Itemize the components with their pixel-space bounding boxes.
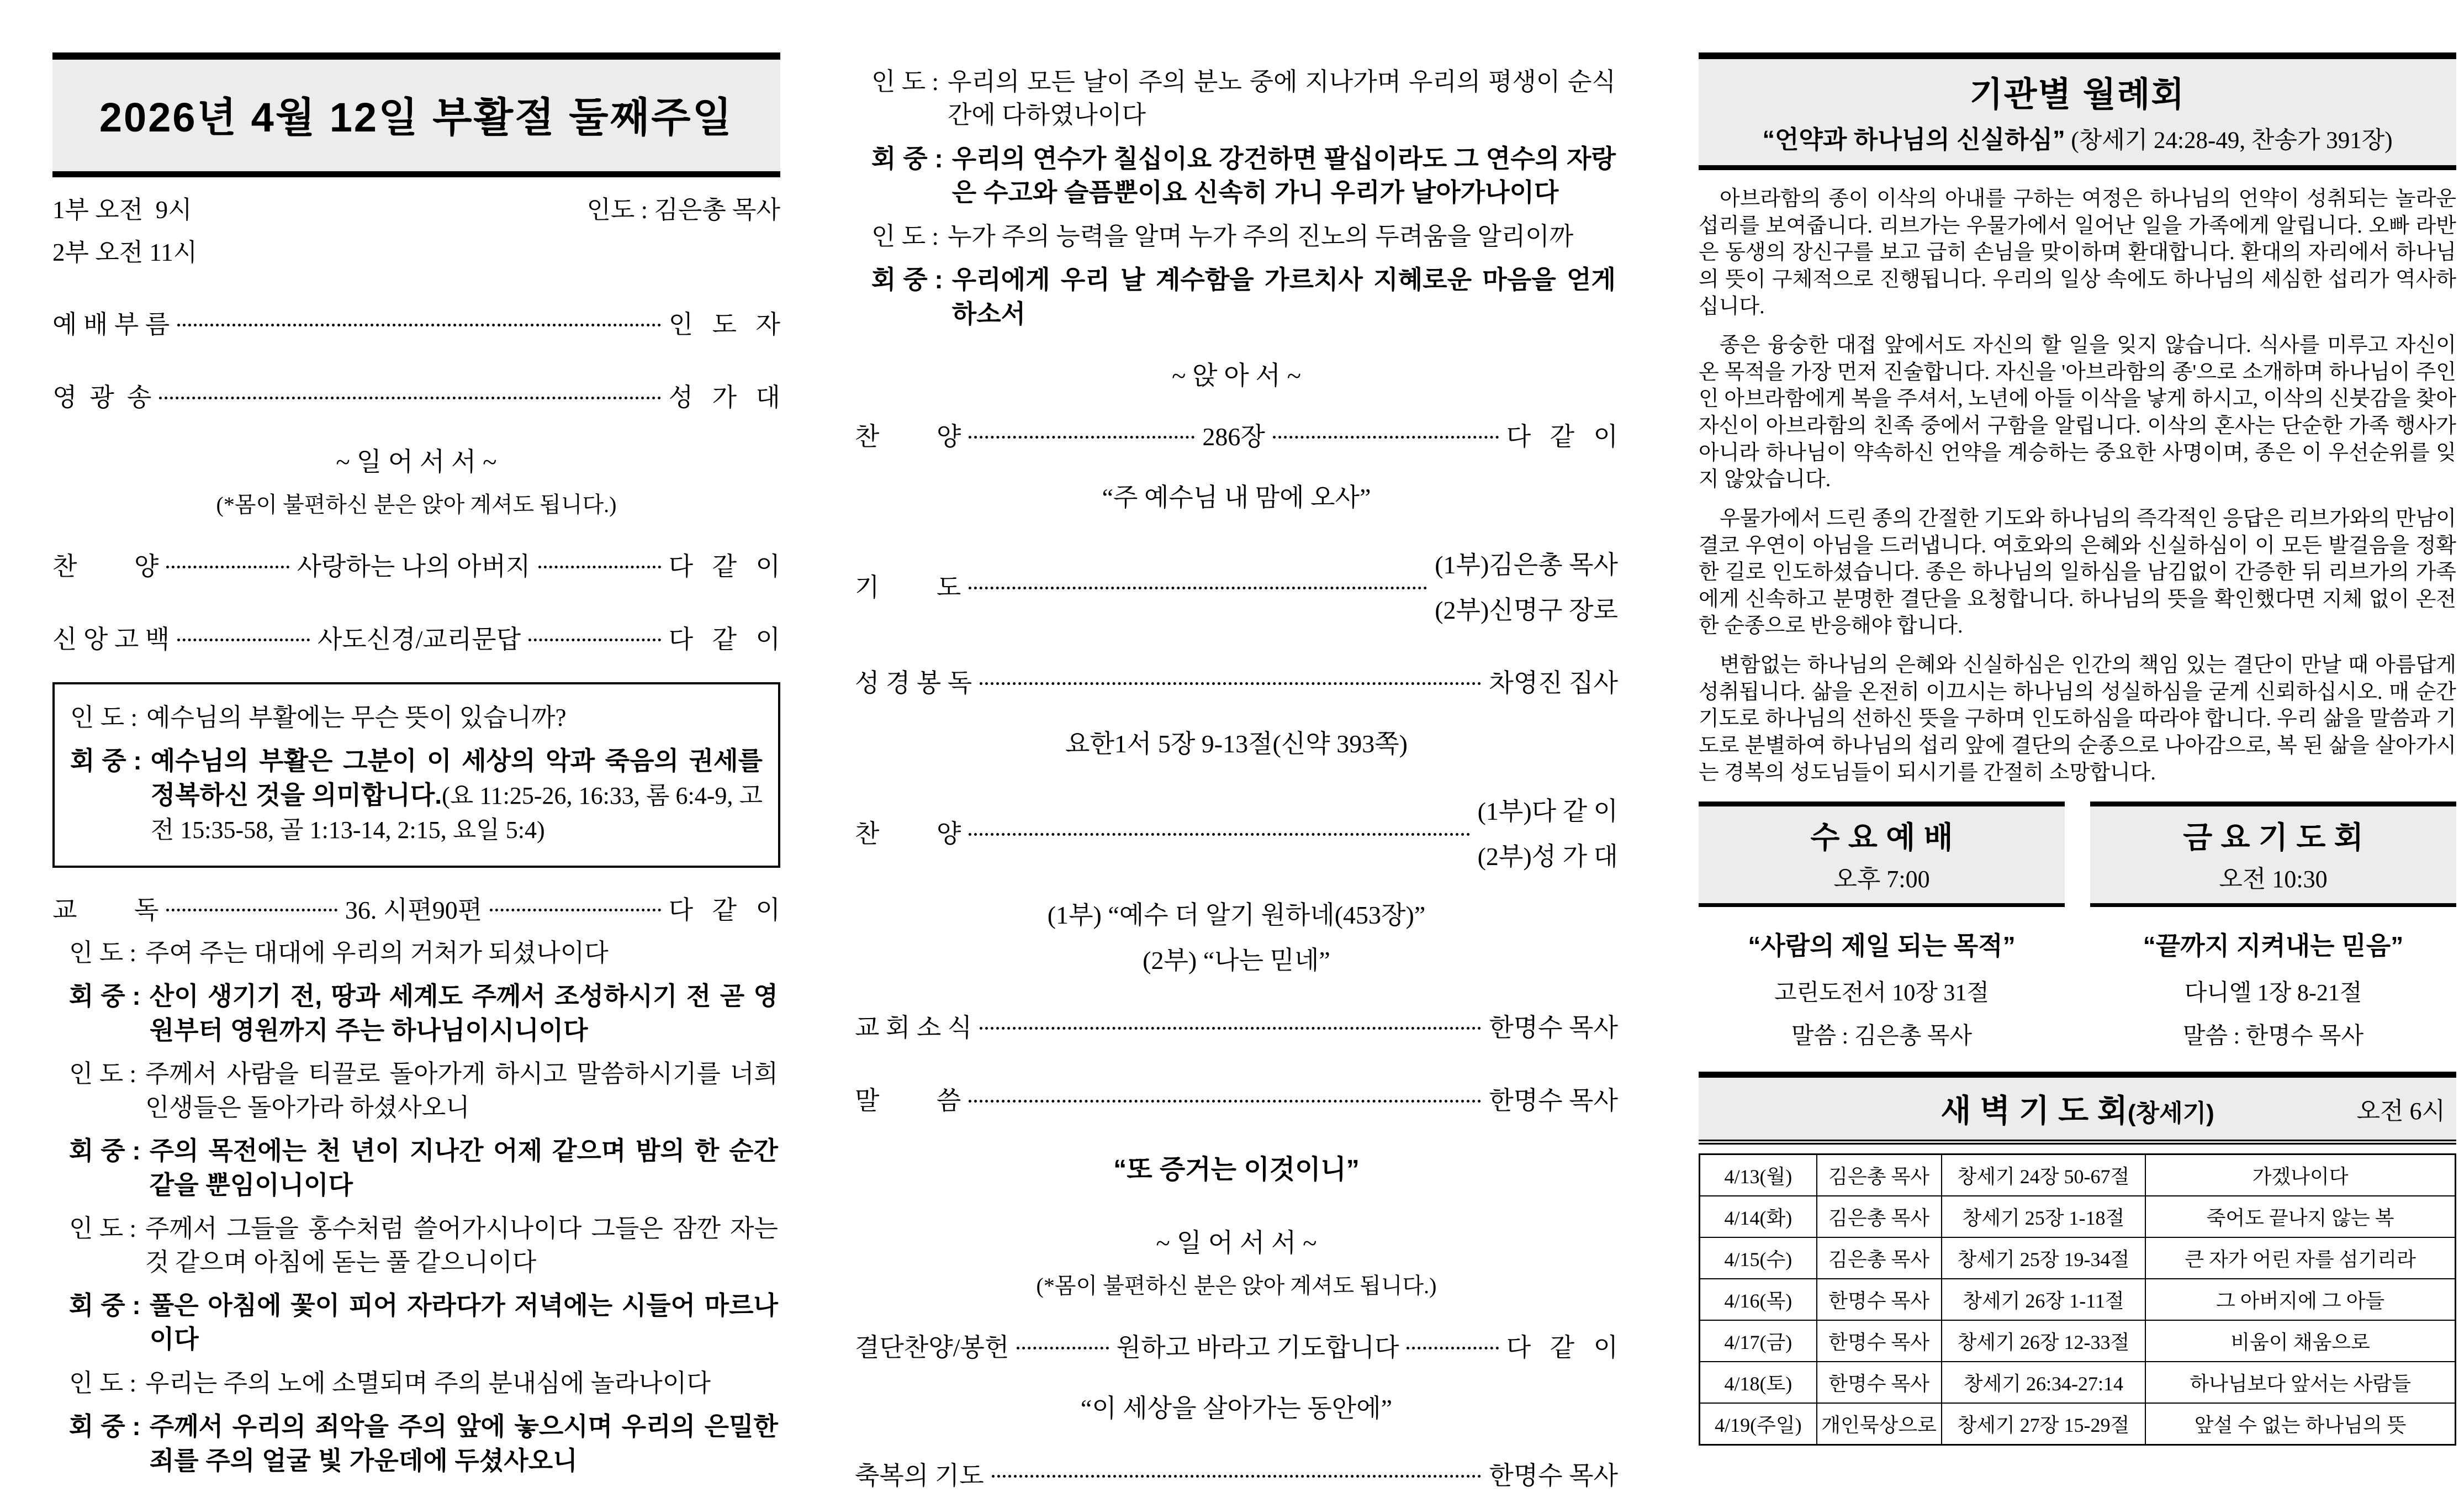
responsive-line <box>871 263 1616 331</box>
table-row <box>1700 1320 2456 1362</box>
friday-scripture: 다니엘 1장 8-21절 <box>2184 980 2362 1006</box>
cell-preacher: 김은총 목사 <box>1817 1154 1942 1196</box>
table-row <box>1700 1362 2456 1403</box>
dotted-leader <box>1273 436 1499 439</box>
congregation-label: 회 중 : <box>70 746 142 776</box>
worship-row-sermon <box>855 1080 1618 1117</box>
hymn2-singer-2: (2부)성 가 대 <box>1477 842 1618 871</box>
table-row <box>1700 1154 2456 1196</box>
dawn-prayer-time: 오전 6시 <box>2356 1098 2445 1125</box>
benediction-pastor: 한명수 목사 <box>1489 1462 1618 1490</box>
worship-row-praise <box>52 546 780 583</box>
worship-row-offering <box>855 1327 1618 1364</box>
left-column <box>52 52 780 1478</box>
cell-title: 큰 자가 어린 자를 섬기리라 <box>2145 1237 2455 1279</box>
worship-value: 인 도 자 <box>668 310 780 339</box>
service-times <box>52 189 780 268</box>
scripture-reference: 요한1서 5장 9-13절(신약 393쪽) <box>1065 730 1408 758</box>
hymn2-singer-1: (1부)다 같 이 <box>1477 797 1618 826</box>
worship-row-call <box>52 304 780 341</box>
leader-text: 우리의 모든 날이 주의 분노 중에 지나가며 우리의 평생이 순식간에 다하였나이다 <box>947 68 1616 129</box>
cell-scripture: 창세기 26장 12-33절 <box>1942 1320 2146 1362</box>
cell-preacher: 개인묵상으로 <box>1817 1403 1942 1445</box>
friday-title: 금 요 기 도 회 <box>2183 820 2363 855</box>
subtitle-quote: “언약과 하나님의 신실하심” <box>1762 125 2065 154</box>
wednesday-preacher: 말씀 : 김은총 목사 <box>1791 1024 1973 1050</box>
leader-text: 우리는 주의 노에 소멸되며 주의 분내심에 놀라나이다 <box>145 1369 711 1398</box>
service-time-2: 2부 오전 11시 <box>52 239 198 266</box>
worship-row-news <box>855 1008 1618 1044</box>
service-leader: 인도 : 김은총 목사 <box>586 196 780 224</box>
meditation-article <box>1699 186 2456 786</box>
cell-preacher: 한명수 목사 <box>1817 1362 1942 1403</box>
dawn-prayer-table <box>1699 1153 2456 1446</box>
cell-date: 4/18(토) <box>1700 1362 1817 1403</box>
answer-text <box>151 744 763 847</box>
leader-text: 주께서 그들을 홍수처럼 쓸어가시나이다 그들은 잠깐 자는 것 같으며 아침에 돋는 풀 같으니이다 <box>145 1215 778 1276</box>
leader-label: 인 도 : <box>69 1060 136 1088</box>
dotted-leader <box>1407 1347 1498 1349</box>
service-time-1: 1부 오전 9시 <box>52 196 192 224</box>
worship-label: 영 광 송 <box>52 383 152 412</box>
congregation-label: 회 중 : <box>871 265 943 294</box>
leader-label: 인 도 : <box>69 939 136 967</box>
congregation-label: 회 중 : <box>69 1290 141 1320</box>
dawn-prayer-header <box>1699 1072 2456 1145</box>
cell-date: 4/17(금) <box>1700 1320 1817 1362</box>
leader-label: 인 도 : <box>69 1215 136 1243</box>
wednesday-title: 수 요 예 배 <box>1810 820 1953 855</box>
prayer-leader-2: (2부)신명구 장로 <box>1435 596 1618 625</box>
hymn2-singers <box>1478 791 1618 873</box>
responsive-line <box>871 220 1616 253</box>
worship-label: 말 씀 <box>855 1087 961 1115</box>
wednesday-service <box>1699 802 2065 1051</box>
congregation-text: 산이 생기기 전, 땅과 세계도 주께서 조성하시기 전 곧 영원부터 영원까지 주는 하나님이시니이다 <box>149 982 778 1045</box>
leader-text: 주께서 사람을 티끌로 돌아가게 하시고 말씀하시기를 너희 인생들은 돌아가라 하셨사오니 <box>145 1060 778 1121</box>
cell-date: 4/19(주일) <box>1700 1403 1817 1445</box>
cell-preacher: 김은총 목사 <box>1817 1237 1942 1279</box>
worship-label: 신 앙 고 백 <box>52 625 170 653</box>
dotted-leader <box>980 1027 1481 1030</box>
responsive-line <box>69 936 778 969</box>
congregation-label: 회 중 : <box>69 982 141 1011</box>
scripture-reader: 차영진 집사 <box>1489 669 1618 698</box>
worship-row-hymn2 <box>855 791 1618 873</box>
leader-text: 주여 주는 대대에 우리의 거처가 되셨나이다 <box>145 939 609 967</box>
cell-title: 그 아버지에 그 아들 <box>2145 1279 2455 1320</box>
wednesday-scripture: 고린도전서 10장 31절 <box>1774 980 1989 1006</box>
cell-date: 4/14(화) <box>1700 1196 1817 1237</box>
dotted-leader <box>969 1100 1481 1103</box>
cell-preacher: 한명수 목사 <box>1817 1279 1942 1320</box>
cell-date: 4/13(월) <box>1700 1154 1817 1196</box>
congregation-label: 회 중 : <box>871 144 943 173</box>
article-paragraph: 종은 융숭한 대접 앞에서도 자신의 할 일을 잊지 않습니다. 식사를 미루고 자신이 온 목적을 가장 먼저 진술합니다. 자신을 '아브라함의 종'으로 소개하며 하나님이 주인인 아브라함에게 복을 주셔서, 노년에 아들 이삭을 낳게 하시고, 이삭의 신붓감을 찾아 자신이 아브라함의 친족 중에서 구함을 알립니다. 이삭의 혼사는 단순한 가족 행사가 아니라 하나님이 약속하신 언약을 계승하는 중요한 사명이며, 종은 이 우선순위를 잊지 않았습니다. <box>1699 334 2456 492</box>
stand-direction: ~ 일 어 서 서 ~ <box>1156 1229 1317 1258</box>
cell-date: 4/15(수) <box>1700 1237 1817 1279</box>
worship-value: 다 같 이 <box>668 895 780 924</box>
responsive-line <box>69 1212 778 1279</box>
dotted-leader <box>969 436 1194 439</box>
catechism-box <box>52 682 780 868</box>
stand-note: (*몸이 불편하신 분은 앉아 계셔도 됩니다.) <box>216 492 617 517</box>
middle-column <box>855 65 1618 1492</box>
question-text: 예수님의 부활에는 무슨 뜻이 있습니까? <box>146 704 567 731</box>
worship-label: 축복의 기도 <box>855 1462 984 1490</box>
worship-value: 다 같 이 <box>1506 1333 1619 1362</box>
worship-value: 다 같 이 <box>1506 423 1618 451</box>
hymn2-title-1: (1부) “예수 더 알기 원하네(453장)” <box>1047 901 1426 930</box>
congregation-label: 회 중 : <box>69 1412 141 1441</box>
hymn1-title: “주 예수님 내 맘에 오사” <box>1102 483 1371 512</box>
answer-bold: 예수님의 부활은 그분이 이 세상의 악과 죽음의 권세를 정복하신 것을 의미합니다. <box>150 746 763 809</box>
wednesday-header <box>1699 802 2065 907</box>
cell-scripture: 창세기 24장 50-67절 <box>1942 1154 2146 1196</box>
hymn-name: 사랑하는 나의 아버지 <box>297 552 531 581</box>
worship-label: 찬 양 <box>52 552 159 581</box>
leader-label: 인 도 : <box>69 1369 136 1398</box>
congregation-text: 주의 목전에는 천 년이 지나간 어제 같으며 밤의 한 순간 같을 뿐임이니이다 <box>149 1136 778 1199</box>
worship-value: 성 가 대 <box>668 383 780 412</box>
cell-preacher: 김은총 목사 <box>1817 1196 1942 1237</box>
worship-label: 찬 양 <box>855 820 961 848</box>
congregation-label: 회 중 : <box>69 1136 141 1165</box>
responsive-line <box>69 979 778 1047</box>
worship-label: 성 경 봉 독 <box>855 669 972 698</box>
cell-preacher: 한명수 목사 <box>1817 1320 1942 1362</box>
dotted-leader <box>177 639 310 641</box>
dotted-leader <box>538 566 661 568</box>
cell-title: 하나님보다 앞서는 사람들 <box>2145 1362 2455 1403</box>
dawn-prayer-title: 새 벽 기 도 회 <box>1940 1093 2128 1129</box>
responsive-line <box>69 1289 778 1357</box>
sit-direction: ~ 앉 아 서 ~ <box>1171 362 1302 391</box>
table-row <box>1700 1196 2456 1237</box>
dotted-leader <box>992 1475 1482 1478</box>
congregation-text: 풀은 아침에 꽃이 피어 자라다가 저녁에는 시들어 마르나이다 <box>149 1290 778 1354</box>
dotted-leader <box>1017 1347 1108 1349</box>
worship-label: 결단찬양/봉헌 <box>855 1333 1009 1362</box>
table-row <box>1700 1237 2456 1279</box>
responsive-reading-middle <box>855 65 1618 331</box>
prayer-leaders <box>1435 545 1618 626</box>
worship-row-scripture <box>855 663 1618 699</box>
worship-label: 찬 양 <box>855 423 961 451</box>
dawn-prayer-section <box>1699 1072 2456 1446</box>
friday-time: 오전 10:30 <box>2219 866 2328 893</box>
dotted-leader <box>490 909 661 911</box>
wednesday-time: 오후 7:00 <box>1833 866 1930 893</box>
cell-scripture: 창세기 25장 19-34절 <box>1942 1237 2146 1279</box>
worship-row-gloria <box>52 377 780 414</box>
responsive-line <box>69 1057 778 1124</box>
cell-title: 죽어도 끝나지 않는 복 <box>2145 1196 2455 1237</box>
cell-title: 앞설 수 없는 하나님의 뜻 <box>2145 1403 2455 1445</box>
responsive-line <box>871 65 1616 132</box>
worship-label: 교 독 <box>52 895 159 924</box>
news-presenter: 한명수 목사 <box>1489 1014 1618 1042</box>
hymn2-title-2: (2부) “나는 믿네” <box>1143 946 1330 975</box>
date-title-banner <box>52 52 780 177</box>
responsive-line <box>69 1367 778 1400</box>
cell-scripture: 창세기 25장 1-18절 <box>1942 1196 2146 1237</box>
cell-date: 4/16(목) <box>1700 1279 1817 1320</box>
responsive-line <box>69 1410 778 1478</box>
leader-label: 인 도 : <box>70 704 138 731</box>
offering-hymn-title: “이 세상을 살아가는 동안에” <box>1080 1394 1393 1423</box>
worship-label: 예 배 부 름 <box>52 310 170 339</box>
friday-sermon-title: “끝까지 지켜내는 믿음” <box>2143 931 2404 961</box>
table-row <box>1700 1403 2456 1445</box>
offering-hymn: 원하고 바라고 기도합니다 <box>1116 1333 1399 1362</box>
subtitle-reference: (창세기 24:28-49, 찬송가 391장) <box>2065 128 2393 154</box>
worship-label: 교 회 소 식 <box>855 1014 972 1042</box>
hymn-number: 286장 <box>1202 423 1265 451</box>
dotted-leader <box>166 909 337 911</box>
cell-scripture: 창세기 27장 15-29절 <box>1942 1403 2146 1445</box>
answer-scripture-ref: (요 11:25-26, 16:33, 롬 6:4-9, 고전 15:35-58, 골 1:13-14, 2:15, 요일 5:4) <box>150 782 763 843</box>
friday-header <box>2090 802 2456 907</box>
leader-label: 인 도 : <box>871 222 939 250</box>
cell-title: 비움이 채움으로 <box>2145 1320 2455 1362</box>
leader-label: 인 도 : <box>871 68 939 96</box>
congregation-text: 우리의 연수가 칠십이요 강건하면 팔십이라도 그 연수의 자랑은 수고와 슬픔뿐이요 신속히 가니 우리가 날아가나이다 <box>951 144 1616 207</box>
congregation-text: 주께서 우리의 죄악을 주의 앞에 놓으시며 우리의 은밀한 죄를 주의 얼굴 빛 가운데에 두셨사오니 <box>149 1412 778 1475</box>
catechism-answer <box>70 744 763 847</box>
midweek-services <box>1699 802 2456 1051</box>
worship-value: 다 같 이 <box>668 552 780 581</box>
page-title: 2026년 4월 12일 부활절 둘째주일 <box>99 94 734 140</box>
worship-row-hymn1 <box>855 417 1618 453</box>
cell-title: 가겠나이다 <box>2145 1154 2455 1196</box>
sermon-preacher: 한명수 목사 <box>1489 1087 1618 1115</box>
dotted-leader <box>969 587 1427 589</box>
reading-name: 36. 시편90편 <box>345 895 483 924</box>
creed-name: 사도신경/교리문답 <box>317 625 521 653</box>
sermon-title: “또 증거는 이것이니” <box>1113 1155 1360 1185</box>
worship-label: 기 도 <box>855 573 961 602</box>
dotted-leader <box>166 566 289 568</box>
congregation-text: 우리에게 우리 날 계수함을 가르치사 지혜로운 마음을 얻게 하소서 <box>951 265 1616 328</box>
cell-scripture: 창세기 26:34-27:14 <box>1942 1362 2146 1403</box>
dotted-leader <box>969 833 1469 836</box>
dotted-leader <box>528 639 661 641</box>
article-paragraph: 아브라함의 종이 이삭의 아내를 구하는 여정은 하나님의 언약이 성취되는 놀라운 섭리를 보여줍니다. 리브가는 우물가에서 일어난 일을 가족에게 알립니다. 오빠 라반은 동생의 장신구를 보고 급히 손님을 맞이하며 환대합니다. 환대의 자리에서 하나님의 뜻이 구체적으로 진행됩니다. 우리의 일상 속에도 하나님의 세심한 섭리가 역사하십니다. <box>1699 187 2456 318</box>
friday-service <box>2090 802 2456 1051</box>
monthly-meeting-banner <box>1699 52 2456 170</box>
article-paragraph: 변함없는 하나님의 은혜와 신실하심은 인간의 책임 있는 결단이 만날 때 아름답게 성취됩니다. 삶을 온전히 이끄시는 하나님의 성실하심을 굳게 신뢰하십시오. 매 순간 기도로 하나님의 선하신 뜻을 구하며 인도하심을 따라야 합니다. 우리 삶을 말씀과 기도로 분별하여 하나님의 섭리 앞에 결단의 순종으로 나아감으로, 복 된 삶을 살아가시는 경복의 성도님들이 되시기를 간절히 소망합니다. <box>1699 653 2456 784</box>
leader-text: 누가 주의 능력을 알며 누가 주의 진노의 두려움을 알리이까 <box>947 222 1574 250</box>
worship-row-reading <box>52 890 780 926</box>
prayer-leader-1: (1부)김은총 목사 <box>1435 551 1618 579</box>
friday-preacher: 말씀 : 한명수 목사 <box>2182 1024 2364 1050</box>
responsive-reading-left <box>52 936 780 1478</box>
table-row <box>1700 1279 2456 1320</box>
worship-value: 다 같 이 <box>668 625 780 653</box>
dotted-leader <box>177 324 660 326</box>
article-paragraph: 우물가에서 드린 종의 간절한 기도와 하나님의 즉각적인 응답은 리브가와의 만남이 결코 우연이 아님을 드러냅니다. 여호와의 은혜와 신실하심이 이 모든 발걸음을 정확한 길로 인도하셨습니다. 종은 하나님의 일하심을 남김없이 간증한 뒤 리브가의 가족에게 신속하고 분명한 결단을 요청합니다. 하나님의 뜻을 확인했다면 지체 없이 온전한 순종으로 반응해야 합니다. <box>1699 507 2456 638</box>
dotted-leader <box>980 682 1481 685</box>
monthly-meeting-subtitle <box>1703 119 2452 155</box>
dotted-leader <box>159 397 660 399</box>
dawn-prayer-book: (창세기) <box>2127 1100 2214 1127</box>
worship-row-prayer <box>855 545 1618 626</box>
catechism-question <box>70 701 763 734</box>
stand-direction: ~ 일 어 서 서 ~ <box>336 448 497 477</box>
cell-scripture: 창세기 26장 1-11절 <box>1942 1279 2146 1320</box>
right-column <box>1699 52 2456 1446</box>
monthly-meeting-title: 기관별 월례회 <box>1969 76 2186 114</box>
wednesday-sermon-title: “사람의 제일 되는 목적” <box>1748 931 2016 961</box>
worship-row-benediction <box>855 1456 1618 1492</box>
responsive-line <box>69 1134 778 1202</box>
stand-note: (*몸이 불편하신 분은 앉아 계셔도 됩니다.) <box>1036 1273 1437 1299</box>
worship-row-creed <box>52 619 780 656</box>
responsive-line <box>871 142 1616 210</box>
